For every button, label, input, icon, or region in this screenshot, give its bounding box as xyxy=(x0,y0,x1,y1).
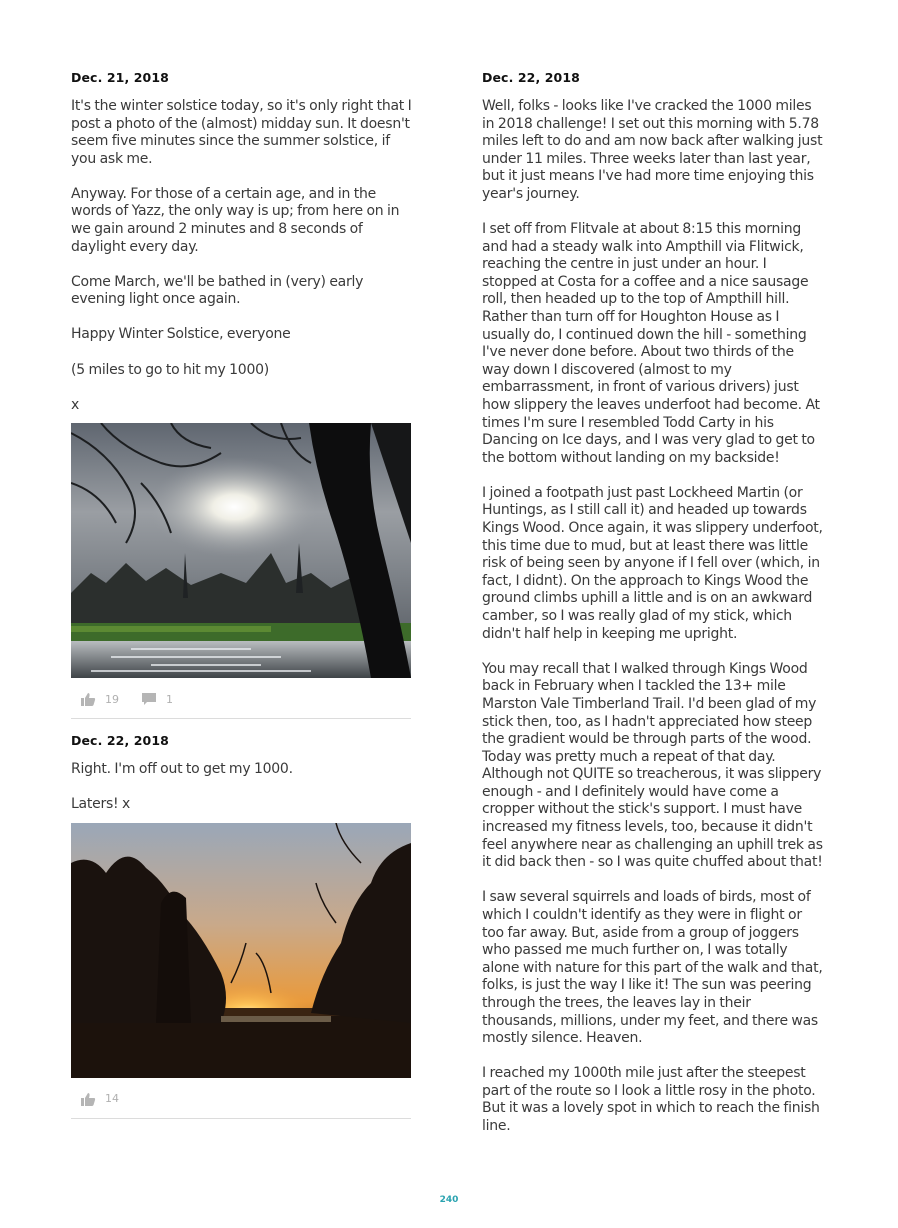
right-column xyxy=(482,70,824,1153)
thumbs-up-icon[interactable] xyxy=(80,692,96,706)
sunset-photo[interactable] xyxy=(71,823,411,1078)
post-paragraph: I reached my 1000th mile just after the steepest part of the route so I look a little rosy in the photo. But it was a lovely spot in which to reach the finish line. xyxy=(482,1065,820,1134)
post-paragraph: (5 miles to go to hit my 1000) xyxy=(71,361,269,378)
comment-icon[interactable] xyxy=(141,692,157,706)
post-paragraph: It's the winter solstice today, so it's only right that I post a photo of the (almost) midday sun. It doesn't seem five minutes since the summer solstice, if you ask me. xyxy=(71,98,412,167)
winter-solstice-photo[interactable] xyxy=(71,423,411,678)
post-date: Dec. 21, 2018 xyxy=(71,70,169,85)
post-dec-21 xyxy=(71,70,413,719)
reactions-bar xyxy=(71,1088,411,1119)
post-dec-22-long xyxy=(482,70,824,1136)
likes-count: 19 xyxy=(105,692,119,706)
comments-count: 1 xyxy=(166,692,173,706)
post-paragraph: I set off from Flitvale at about 8:15 this morning and had a steady walk into Ampthill via Flitwick, reaching the centre in just under an hour. I stopped at Costa for a coffee and a nice sausage roll, then headed up to the top of Ampthill hill. Rather than turn off for Houghton House as I usually do, I continued down the hill - something I've never done before. About two thirds of the way down I discovered (almost to my embarrassment, in front of various drivers) just how slippery the leaves underfoot had become. At times I'm sure I resembled Todd Carty in his Dancing on Ice days, and I was very glad to get to the bottom without landing on my backside! xyxy=(482,221,820,466)
reactions-bar xyxy=(71,688,411,719)
post-paragraph: Right. I'm off out to get my 1000. xyxy=(71,761,293,778)
likes-count: 14 xyxy=(105,1092,119,1106)
page-number: 240 xyxy=(439,1195,459,1205)
post-paragraph: x xyxy=(71,396,80,413)
post-paragraph: Anyway. For those of a certain age, and in the words of Yazz, the only way is up; from here on in we gain around 2 minutes and 8 seconds of daylight every day. xyxy=(71,185,400,255)
post-paragraph: Well, folks - looks like I've cracked the 1000 miles in 2018 challenge! I set out this morning with 5.78 miles left to do and am now back after walking just under 11 miles. Three weeks later than last year, but it just means I've had more time enjoying this year's journey. xyxy=(482,98,823,202)
post-paragraph: I saw several squirrels and loads of birds, most of which I couldn't identify as they were in flight or too far away. But, aside from a group of joggers who passed me much further on, I was totally alone with nature for this part of the walk and that, folks, is just the way I like it! The sun was peering through the trees, the leaves lay in their thousands, millions, under my feet, and there was mostly silence. Heaven. xyxy=(482,889,823,1047)
post-dec-22-short xyxy=(71,733,413,1119)
post-date: Dec. 22, 2018 xyxy=(482,70,580,85)
post-paragraph: Laters! x xyxy=(71,796,131,813)
thumbs-up-icon[interactable] xyxy=(80,1092,96,1106)
post-paragraph: I joined a footpath just past Lockheed Martin (or Huntings, as I still call it) and headed up towards Kings Wood. Once again, it was slippery underfoot, this time due to mud, but at least there was little risk of being seen by anyone if I fell over (which, in fact, I didnt). On the approach to Kings Wood the ground climbs uphill a little and is on an awkward camber, so I was really glad of my stick, which didn't half help in keeping me upright. xyxy=(482,484,823,642)
post-date: Dec. 22, 2018 xyxy=(71,733,169,749)
post-paragraph: Happy Winter Solstice, everyone xyxy=(71,326,291,343)
post-paragraph: Come March, we'll be bathed in (very) early evening light once again. xyxy=(71,273,364,308)
post-paragraph: You may recall that I walked through Kings Wood back in February when I tackled the 13+ mile Marston Vale Timberland Trail. I'd been glad of my stick then, too, as I hadn't appreciated how steep the gradient would be through parts of the wood. Today was pretty much a repeat of that day. Although not QUITE so treacherous, it was slippery enough - and I definitely would have come a cropper without the stick's support. I must have increased my fitness levels, too, because it didn't feel anywhere near as challenging an uphill trek as it did back then - so I was quite chuffed about that! xyxy=(482,660,823,871)
left-column xyxy=(71,70,413,1133)
